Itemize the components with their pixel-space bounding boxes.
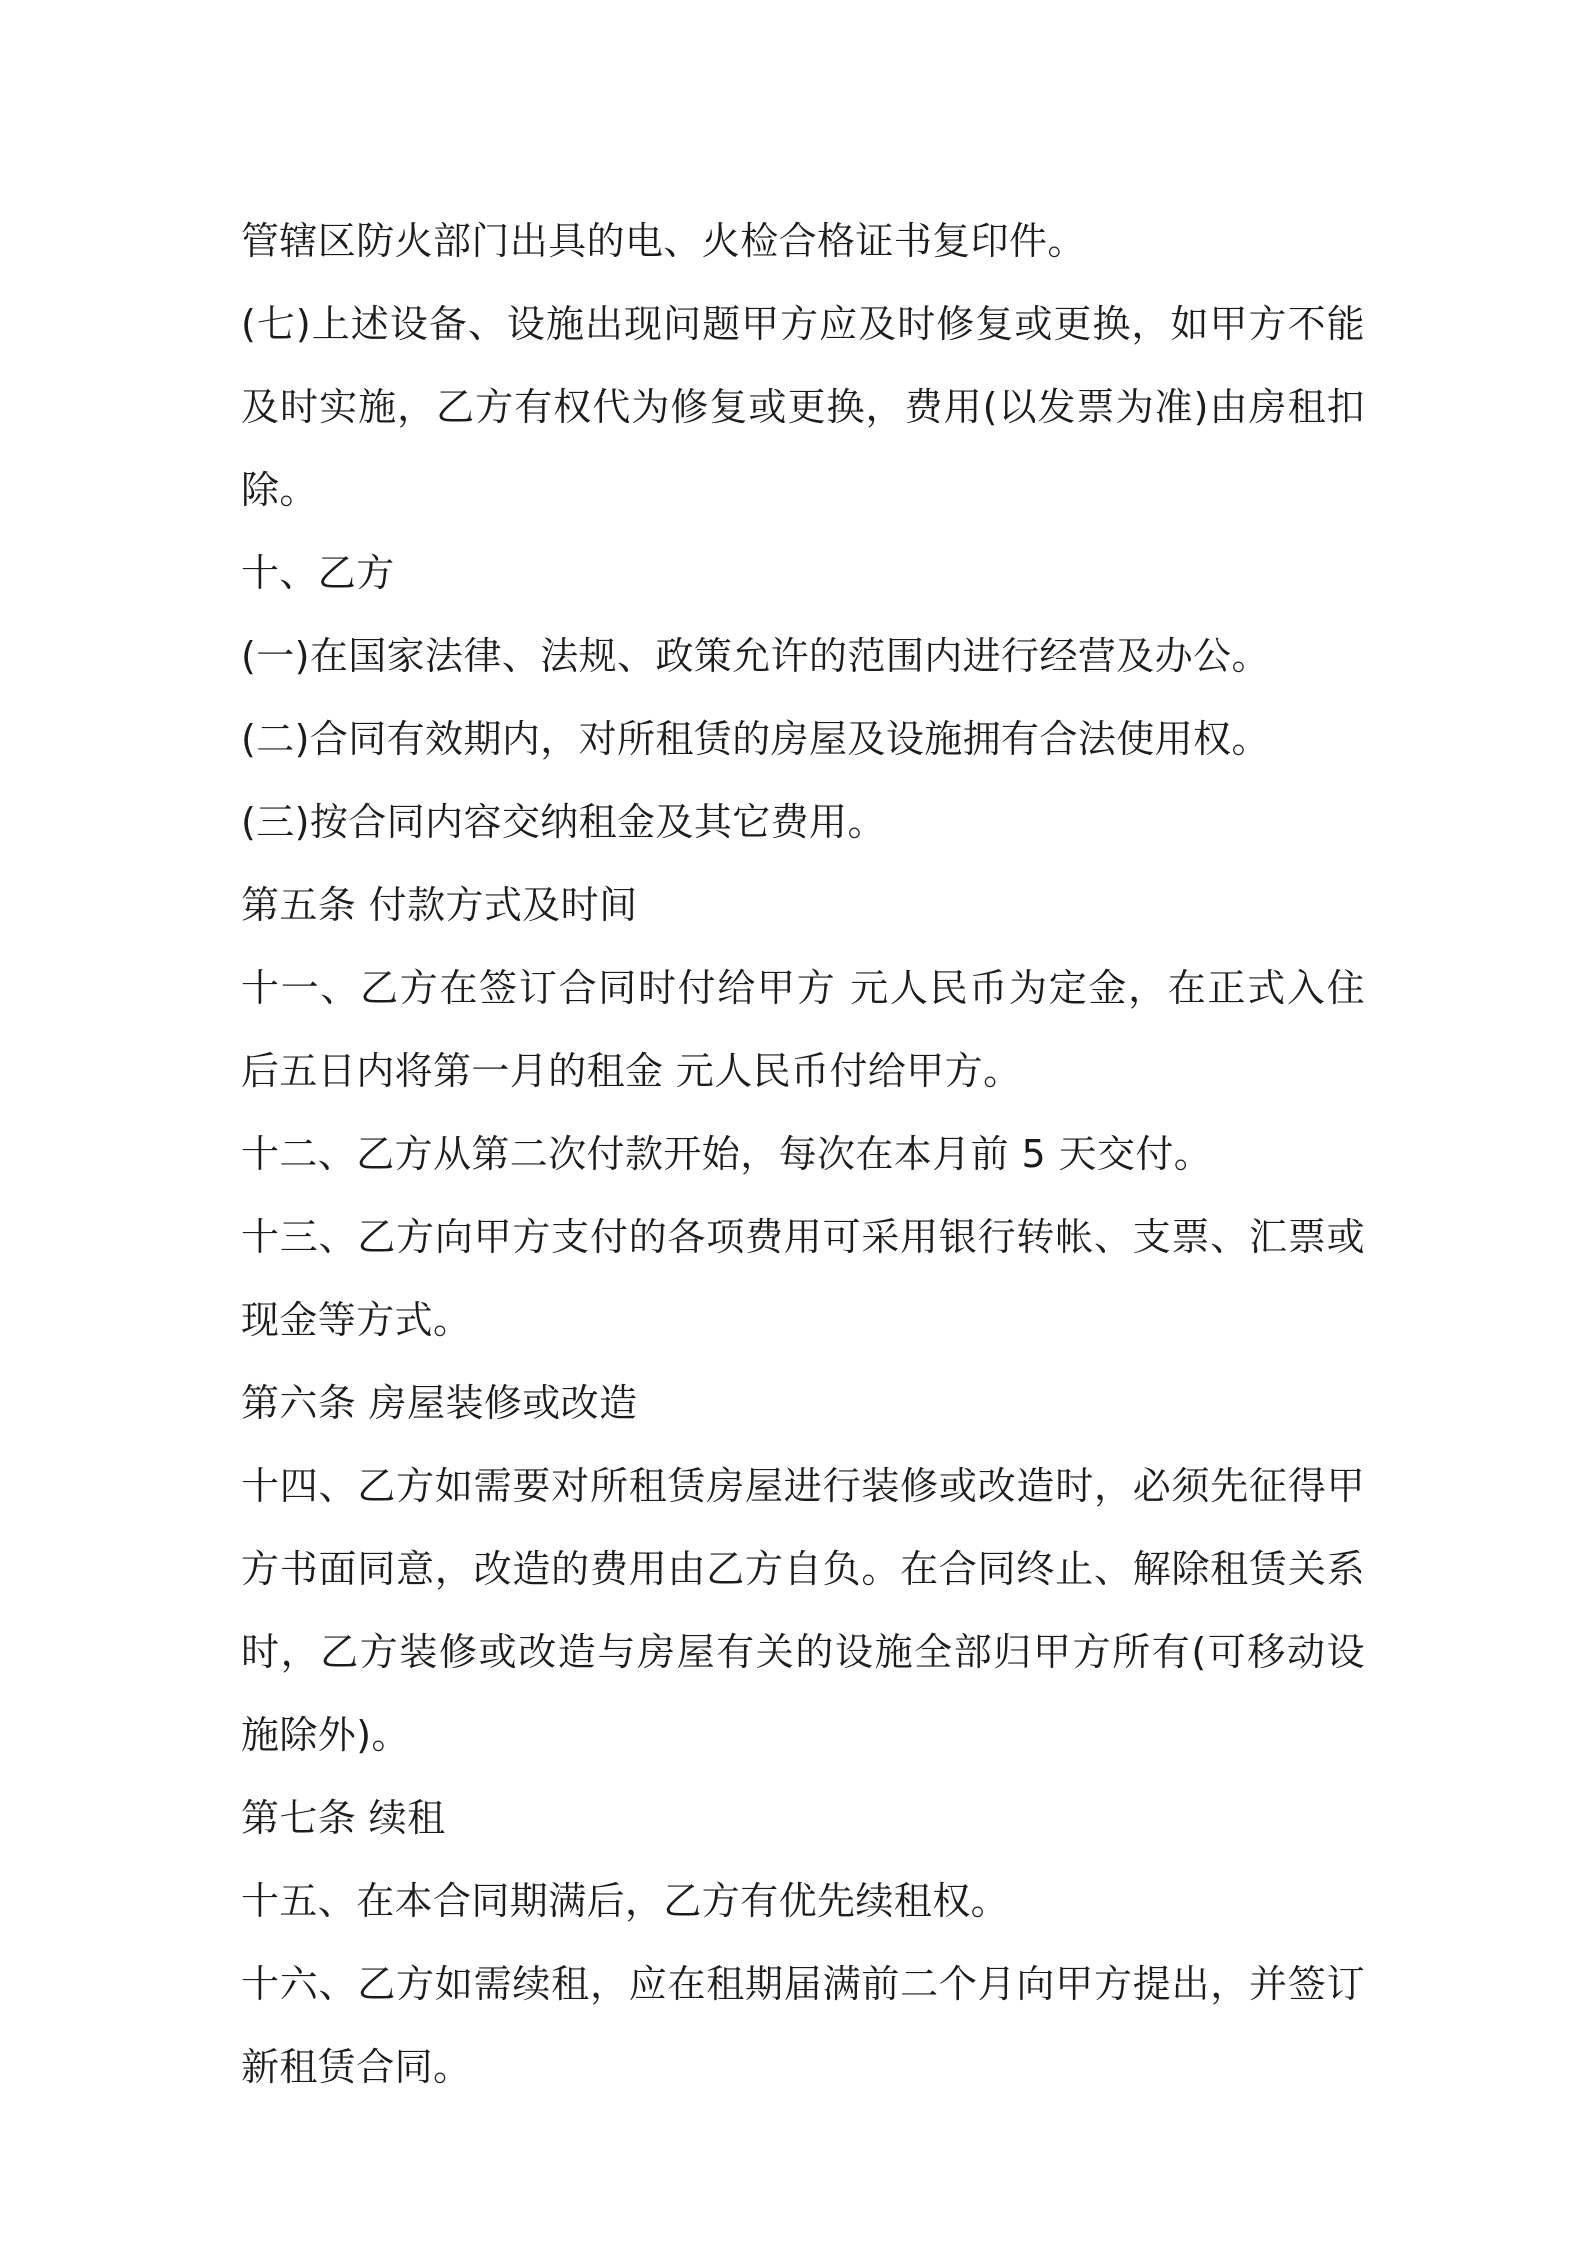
paragraph-15-renewal-priority: 十五、在本合同期满后，乙方有优先续租权。 xyxy=(241,1879,1010,1923)
paragraph-fire-certificate: 管辖区防火部门出具的电、火检合格证书复印件。 xyxy=(241,219,1086,263)
article-6-heading: 第六条 房屋装修或改造 xyxy=(241,1381,638,1425)
article-5-heading: 第五条 付款方式及时间 xyxy=(241,883,638,927)
paragraph-11-deposit: 十一、乙方在签订合同时付给甲方 元人民币为定金，在正式入住后五日内将第一月的租金 元人民币付给甲方。 xyxy=(241,966,1365,1093)
paragraph-item-3-rent-payment: (三)按合同内容交纳租金及其它费用。 xyxy=(241,800,886,844)
paragraph-12-payment-schedule: 十二、乙方从第二次付款开始，每次在本月前 5 天交付。 xyxy=(241,1132,1213,1176)
paragraph-13-payment-methods: 十三、乙方向甲方支付的各项费用可采用银行转帐、支票、汇票或现金等方式。 xyxy=(241,1215,1365,1342)
document-body xyxy=(241,200,1365,2109)
paragraph-16-renewal-notice: 十六、乙方如需续租，应在租期届满前二个月向甲方提出，并签订新租赁合同。 xyxy=(241,1962,1365,2089)
paragraph-item-7-repairs: (七)上述设备、设施出现问题甲方应及时修复或更换，如甲方不能及时实施，乙方有权代为修复或更换，费用(以发票为准)由房租扣除。 xyxy=(241,302,1365,512)
article-7-heading: 第七条 续租 xyxy=(241,1796,446,1840)
paragraph-item-1-operations: (一)在国家法律、法规、政策允许的范围内进行经营及办公。 xyxy=(241,634,1270,678)
paragraph-heading-party-b: 十、乙方 xyxy=(241,551,395,595)
paragraph-item-2-usage-rights: (二)合同有效期内，对所租赁的房屋及设施拥有合法使用权。 xyxy=(241,717,1270,761)
paragraph-14-renovation: 十四、乙方如需要对所租赁房屋进行装修或改造时，必须先征得甲方书面同意，改造的费用由乙方自负。在合同终止、解除租赁关系时，乙方装修或改造与房屋有关的设施全部归甲方所有(可移动设施除外)。 xyxy=(241,1464,1365,1757)
